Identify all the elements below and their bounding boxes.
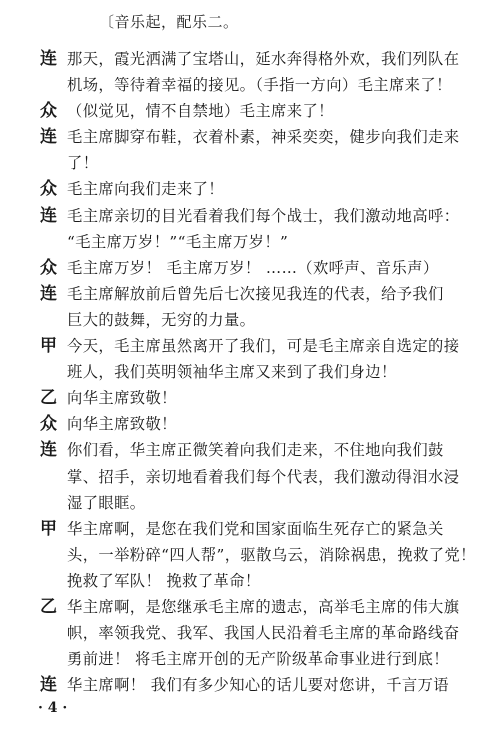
- speaker-label: 连: [40, 675, 57, 696]
- dialogue-entry: [0, 124, 500, 176]
- dialogue-entry: [0, 46, 500, 98]
- dialogue-line: 湿了眼眶。: [67, 493, 146, 512]
- dialogue-line: （似觉见，情不自禁地）毛主席来了！: [67, 102, 334, 121]
- speaker-label: 乙: [40, 388, 57, 409]
- dialogue-entry: [0, 281, 500, 333]
- dialogue-entry: [0, 437, 500, 515]
- dialogue-entry: [0, 594, 500, 672]
- speaker-label: 连: [40, 283, 57, 304]
- dialogue-line: 掌、招手，亲切地看着我们每个代表，我们激动得泪水浸: [67, 467, 460, 486]
- speaker-label: 连: [40, 205, 57, 226]
- dialogue-line: 巨大的鼓舞，无穷的力量。: [67, 310, 256, 329]
- dialogue-line: 了！: [67, 154, 99, 173]
- dialogue-line: 毛主席万岁！ 毛主席万岁！ ……（欢呼声、音乐声）: [67, 258, 439, 277]
- dialogue-entry: [0, 672, 500, 698]
- dialogue-line: 华主席啊，是您继承毛主席的遗志，高举毛主席的伟大旗: [67, 597, 460, 616]
- stage-direction: 〔音乐起，配乐二。: [99, 13, 239, 31]
- speaker-label: 众: [40, 101, 57, 122]
- dialogue-entry: [0, 516, 500, 594]
- speaker-label: 众: [40, 179, 57, 200]
- dialogue-line: 帜，率领我党、我军、我国人民沿着毛主席的革命路线奋: [67, 624, 460, 643]
- speaker-label: 甲: [40, 518, 57, 539]
- dialogue-line: 那天，霞光洒满了宝塔山，延水奔得格外欢，我们列队在: [67, 50, 460, 68]
- dialogue-line: “毛主席万岁！”“毛主席万岁！”: [67, 232, 289, 251]
- speaker-label: 众: [40, 414, 57, 435]
- speaker-label: 连: [40, 127, 57, 148]
- dialogue-entry: [0, 385, 500, 411]
- speaker-label: 连: [40, 49, 57, 69]
- dialogue-line: 勇前进！ 将毛主席开创的无产阶级革命事业进行到底！: [67, 650, 449, 669]
- speaker-label: 甲: [40, 336, 57, 357]
- dialogue-line: 机场，等待着幸福的接见。（手指一方向）毛主席来了！: [67, 76, 452, 95]
- dialogue-list: [0, 46, 500, 698]
- dialogue-line: 毛主席解放前后曾先后七次接见我连的代表，给予我们: [67, 284, 444, 303]
- dialogue-line: 华主席啊，是您在我们党和国家面临生死存亡的紧急关: [67, 519, 444, 538]
- dialogue-line: 毛主席亲切的目光看着我们每个战士，我们激动地高呼：: [67, 206, 460, 225]
- dialogue-line: 华主席啊！ 我们有多少知心的话儿要对您讲，千言万语: [67, 676, 449, 695]
- dialogue-line: 毛主席向我们走来了！: [67, 180, 224, 199]
- dialogue-entry: [0, 98, 500, 124]
- dialogue-entry: [0, 203, 500, 255]
- dialogue-entry: [0, 411, 500, 437]
- speaker-label: 众: [40, 257, 57, 278]
- dialogue-line: 毛主席脚穿布鞋，衣着朴素，神采奕奕，健步向我们走来: [67, 128, 460, 147]
- page-number: · 4 ·: [38, 700, 68, 716]
- dialogue-line: 今天，毛主席虽然离开了我们，可是毛主席亲自选定的接: [67, 337, 460, 356]
- dialogue-line: 挽救了军队！ 挽救了革命！: [67, 571, 261, 590]
- dialogue-entry: [0, 255, 500, 281]
- dialogue-line: 向华主席致敬！: [67, 389, 177, 408]
- dialogue-line: 你们看，华主席正微笑着向我们走来，不住地向我们鼓: [67, 441, 444, 460]
- dialogue-entry: [0, 333, 500, 385]
- speaker-label: 乙: [40, 596, 57, 617]
- dialogue-entry: [0, 176, 500, 202]
- dialogue-line: 头，一举粉碎“四人帮”，驱散乌云，消除祸患，挽救了党！: [67, 545, 476, 564]
- dialogue-line: 班人，我们英明领袖华主席又来到了我们身边！: [67, 363, 397, 382]
- speaker-label: 连: [40, 440, 57, 461]
- dialogue-line: 向华主席致敬！: [67, 415, 177, 434]
